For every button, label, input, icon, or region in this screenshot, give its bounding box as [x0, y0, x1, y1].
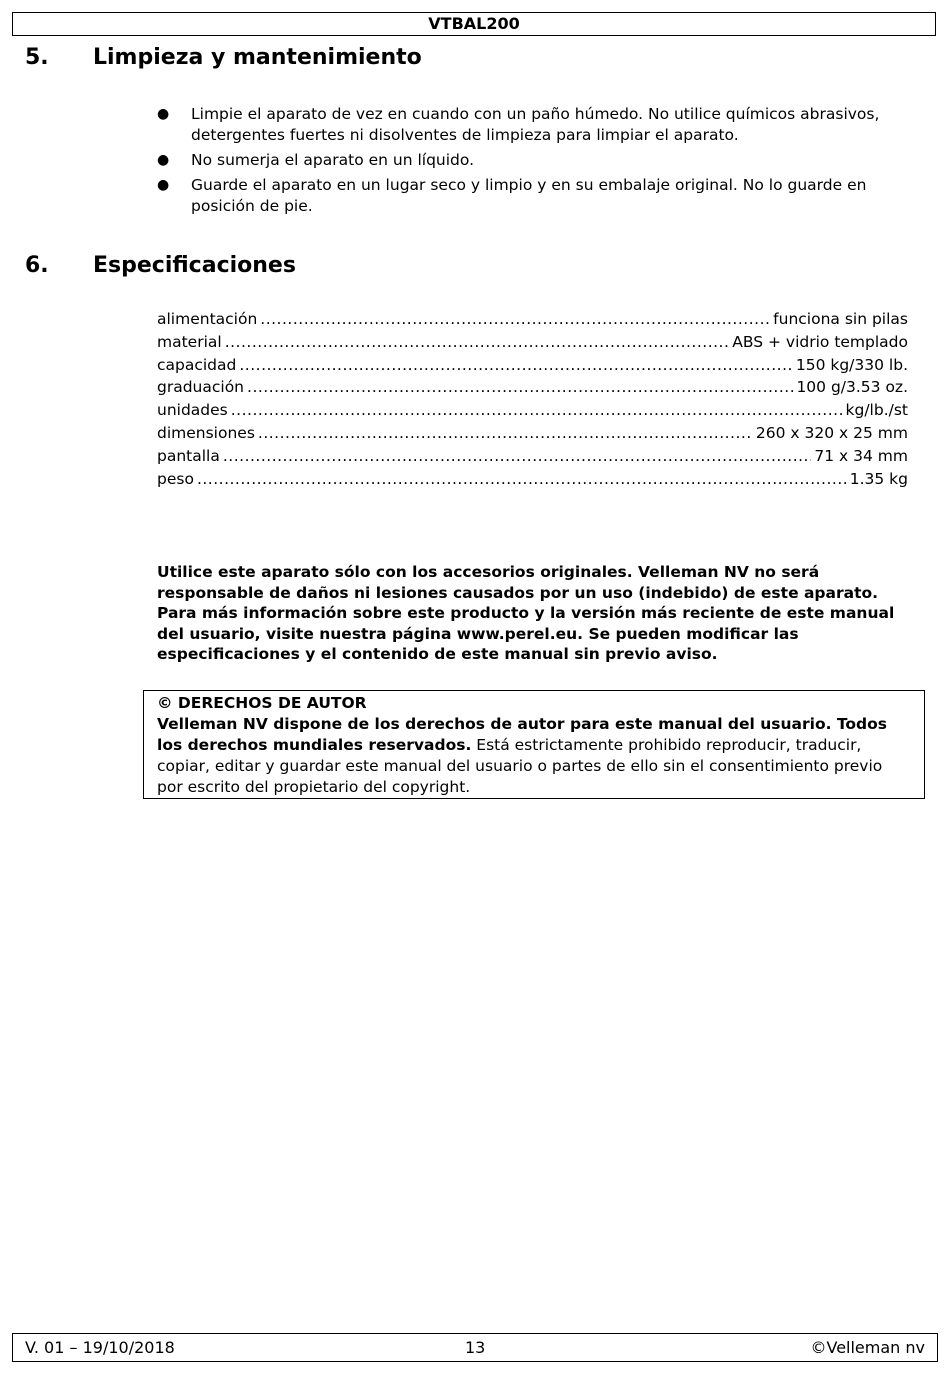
- spec-row: unidades ..... kg/lb./st: [157, 401, 908, 424]
- section-5-number: 5.: [25, 45, 49, 70]
- header-title: VTBAL200: [428, 14, 520, 33]
- spec-row: peso ..... 1.35 kg: [157, 470, 908, 493]
- section-6-title: Especificaciones: [93, 253, 296, 278]
- bullet-icon: ●: [157, 152, 170, 168]
- list-item: ● Limpie el aparato de vez en cuando con un paño húmedo. No utilice químicos abrasivos, detergentes fuertes ni disolventes de limpieza para limpiar el aparato.: [157, 105, 880, 144]
- leader-dots: [258, 424, 753, 442]
- specifications-list: [157, 310, 908, 492]
- leader-dots: [225, 333, 730, 351]
- spec-row: dimensiones ..... 260 x 320 x 25 mm: [157, 424, 908, 447]
- usage-notice: Utilice este aparato sólo con los accesorios originales. Velleman NV no será responsable de daños ni lesiones causados por un uso (indebido) de este aparato. Para más información sobre este producto y la versión más reciente de este manual del usuario, visite nuestra página www.perel.eu. Se pueden modificar las especificaciones y el contenido de este manual sin previo aviso.: [157, 563, 895, 663]
- spec-row: material ..... ABS + vidrio templado: [157, 333, 908, 356]
- copyright-heading: © DERECHOS DE AUTOR: [157, 694, 367, 712]
- maintenance-list: [157, 104, 917, 221]
- copyright-text: Está estrictamente prohibido reproducir, traducir, copiar, editar y guardar este manual del usuario o partes de ello sin el consentimiento previo por escrito del propietario del copyright.: [157, 736, 883, 796]
- bullet-icon: ●: [157, 106, 170, 122]
- list-item: ● Guarde el aparato en un lugar seco y limpio y en su embalaje original. No lo guarde en posición de pie.: [157, 176, 867, 215]
- leader-dots: [231, 401, 843, 419]
- spec-row: pantalla ..... 71 x 34 mm: [157, 447, 908, 470]
- section-5-title: Limpieza y mantenimiento: [93, 45, 422, 70]
- copyright-box: [143, 690, 925, 799]
- section-5-heading: [25, 45, 422, 70]
- document-footer: [12, 1333, 938, 1362]
- copyright-body: [157, 714, 911, 798]
- spec-row: alimentación ..... funciona sin pilas: [157, 310, 908, 333]
- spec-row: graduación ..... 100 g/3.53 oz.: [157, 378, 908, 401]
- leader-dots: [223, 447, 812, 465]
- leader-dots: [247, 378, 793, 396]
- section-6-heading: [25, 253, 296, 278]
- leader-dots: [197, 470, 847, 488]
- footer-page-number: 13: [465, 1338, 486, 1357]
- spec-row: capacidad ..... 150 kg/330 lb.: [157, 356, 908, 379]
- bullet-icon: ●: [157, 177, 170, 193]
- section-6-number: 6.: [25, 253, 49, 278]
- footer-owner: ©Velleman nv: [810, 1338, 925, 1357]
- list-item: ● No sumerja el aparato en un líquido.: [157, 151, 475, 169]
- leader-dots: [239, 356, 792, 374]
- footer-version: V. 01 – 19/10/2018: [25, 1338, 175, 1357]
- document-header: [12, 12, 936, 36]
- copyright-bold-text: Velleman NV dispone de los derechos de autor para este manual del usuario. Todos los derechos mundiales reservados.: [157, 715, 888, 754]
- leader-dots: [260, 310, 770, 328]
